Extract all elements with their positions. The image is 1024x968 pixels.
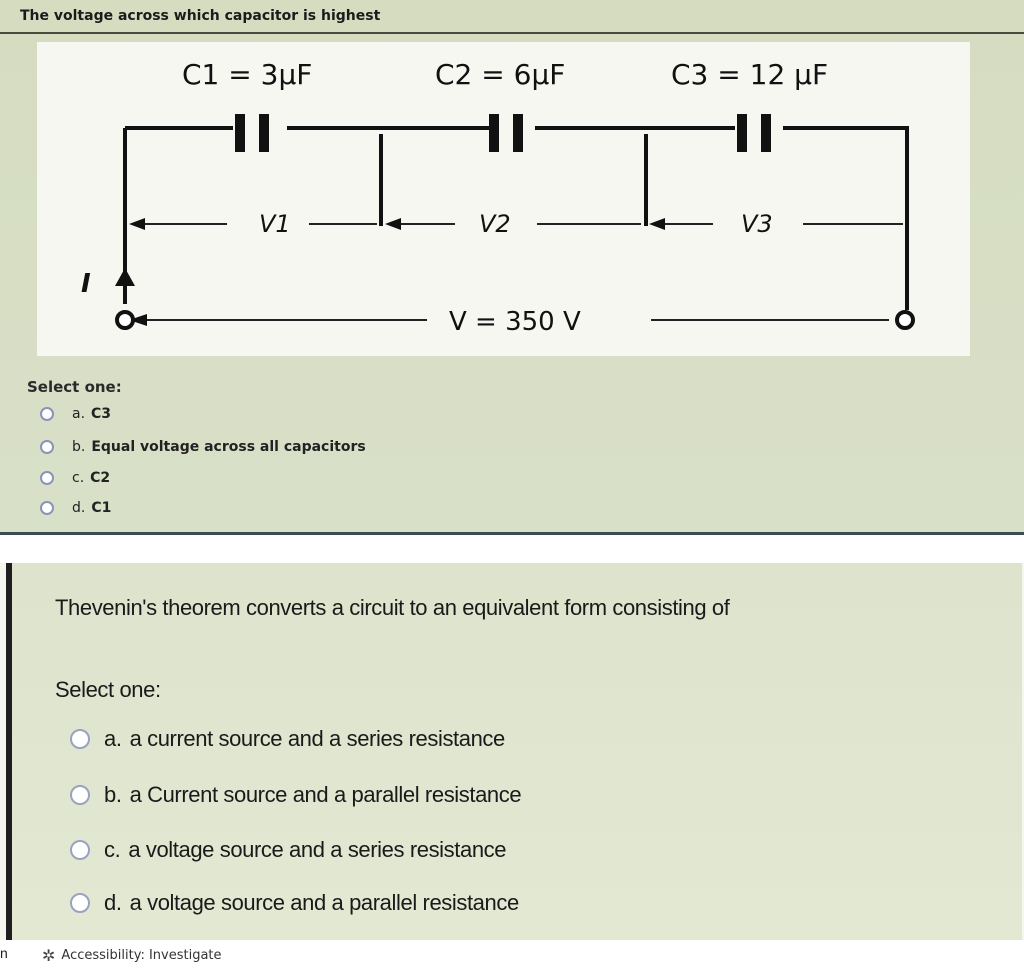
radio-button[interactable] <box>70 729 90 749</box>
label-v2: V2 <box>479 210 511 238</box>
label-current: I <box>81 269 91 299</box>
circuit-svg <box>37 42 970 356</box>
accessibility-label: Accessibility: Investigate <box>61 948 222 963</box>
radio-button[interactable] <box>70 785 90 805</box>
accessibility-link[interactable] <box>42 946 222 965</box>
q2-option-b[interactable]: b. a Current source and a parallel resistance <box>70 780 521 810</box>
label-v3: V3 <box>741 210 773 238</box>
radio-button[interactable] <box>70 840 90 860</box>
question-2-border <box>6 563 12 940</box>
capacitor-circuit-diagram <box>37 42 970 356</box>
divider <box>0 32 1024 34</box>
radio-button[interactable] <box>40 407 54 421</box>
accessibility-icon: ✲ <box>42 946 56 965</box>
capacitor-c1 <box>235 114 269 152</box>
label-c1: C1 = 3μF <box>182 58 313 91</box>
terminal-left <box>117 312 133 328</box>
radio-button[interactable] <box>40 440 54 454</box>
label-c3: C3 = 12 μF <box>671 58 829 91</box>
q1-option-d[interactable]: d. C1 <box>40 498 111 518</box>
label-source-voltage: V = 350 V <box>449 307 581 337</box>
q1-option-c[interactable]: c. C2 <box>40 468 110 488</box>
q2-option-c[interactable]: c. a voltage source and a series resistance <box>70 835 506 865</box>
radio-button[interactable] <box>70 893 90 913</box>
label-c2: C2 = 6μF <box>435 58 566 91</box>
question-1-select-label: Select one: <box>27 378 122 396</box>
radio-button[interactable] <box>40 471 54 485</box>
capacitor-c3 <box>737 114 771 152</box>
question-2-text: Thevenin's theorem converts a circuit to an equivalent form consisting of <box>55 595 730 620</box>
q2-option-a[interactable]: a. a current source and a series resistance <box>70 724 505 754</box>
terminal-right <box>897 312 913 328</box>
capacitor-c2 <box>489 114 523 152</box>
question-1-title: The voltage across which capacitor is highest <box>20 8 381 24</box>
question-2-select-label: Select one: <box>55 677 161 702</box>
label-v1: V1 <box>259 210 291 238</box>
q2-option-d[interactable]: d. a voltage source and a parallel resistance <box>70 888 519 918</box>
q1-option-a[interactable]: a. C3 <box>40 404 111 424</box>
q1-option-b[interactable]: b. Equal voltage across all capacitors <box>40 437 366 457</box>
radio-button[interactable] <box>40 501 54 515</box>
footer-left-text: n <box>0 945 8 961</box>
spacer <box>0 535 1024 563</box>
